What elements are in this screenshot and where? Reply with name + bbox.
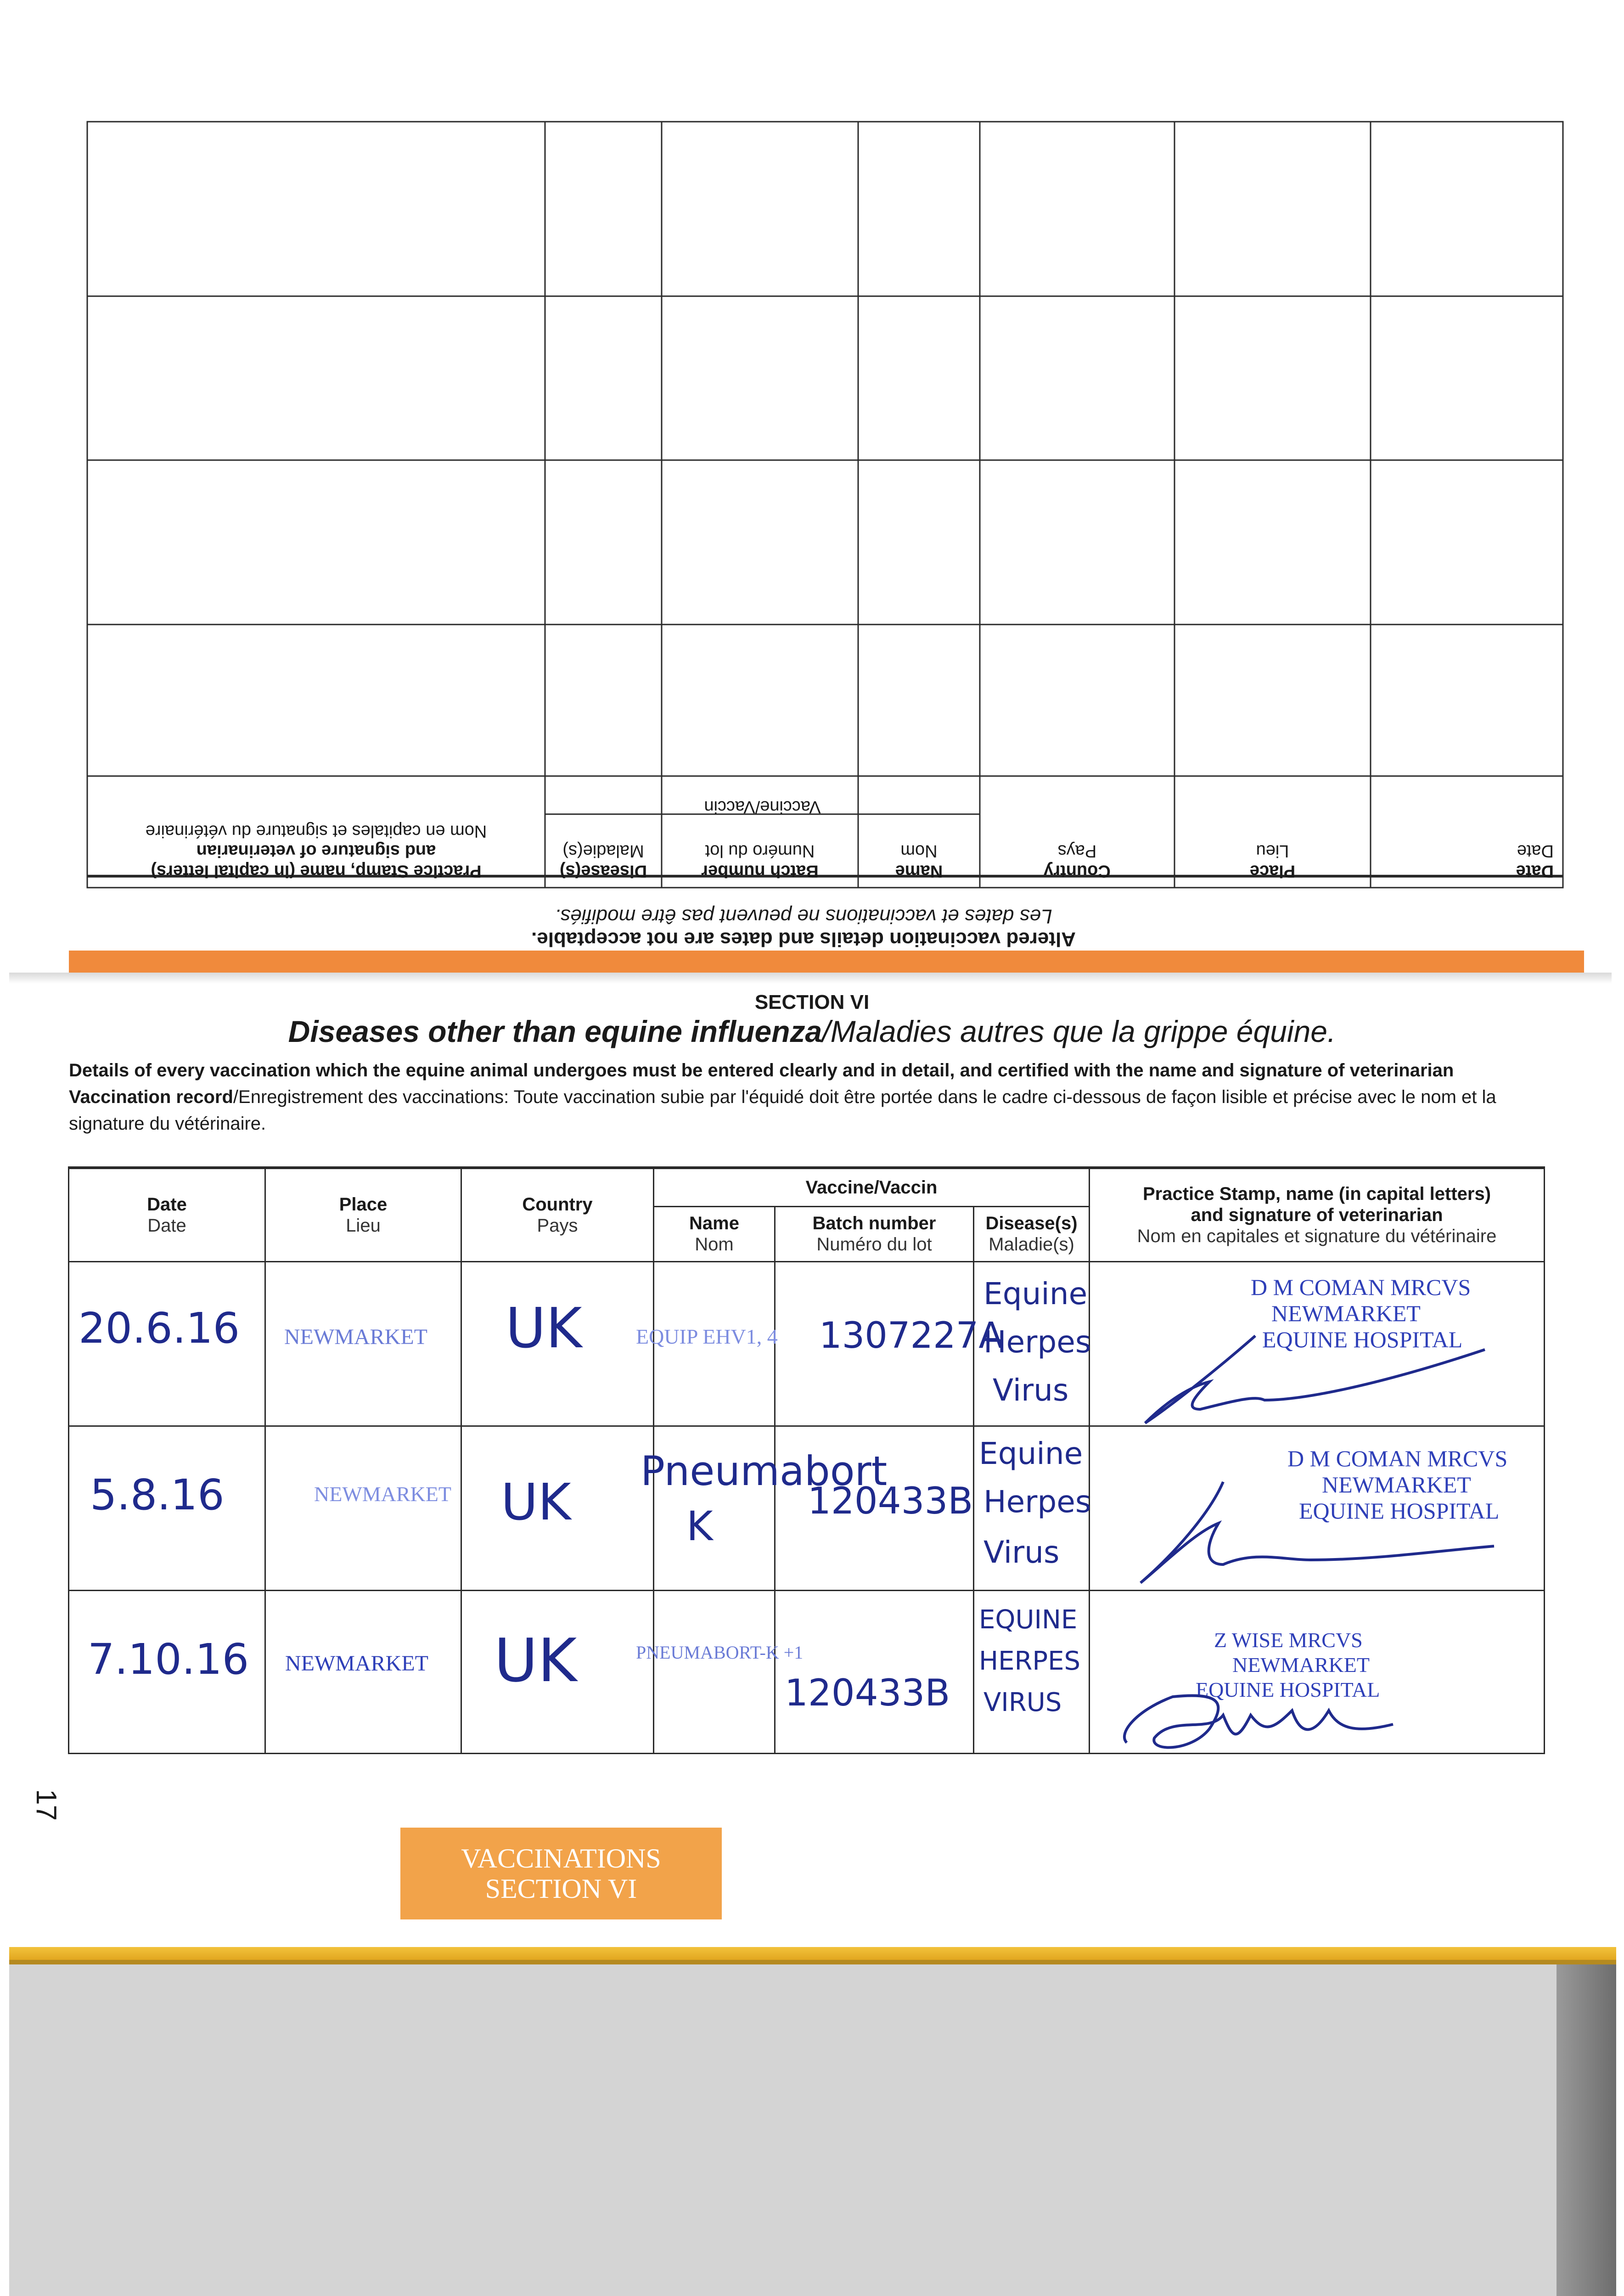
row1-name: EQUIP EHV1, 4	[636, 1324, 778, 1348]
header-place	[265, 1168, 461, 1261]
row2-name-2: K	[686, 1502, 713, 1550]
row2-stamp-cell	[1090, 1426, 1545, 1590]
section-title-bold: Diseases other than equine influenza	[288, 1014, 822, 1048]
upper-ov-date-main: Date	[1516, 861, 1554, 881]
row3-stamp-cell	[1090, 1590, 1545, 1753]
header-stamp	[1090, 1168, 1545, 1261]
row3-batch-cell	[775, 1590, 974, 1753]
row1-stamp-2: NEWMARKET	[1271, 1300, 1421, 1326]
section-title-italic: /Maladies autres que la grippe équine.	[822, 1014, 1336, 1048]
table-row	[69, 1426, 1545, 1590]
page-fold-shadow	[9, 973, 1612, 984]
tab-line-1: VACCINATIONS	[461, 1843, 661, 1874]
row1-batch: 1307227A	[819, 1315, 1003, 1356]
row1-disease-cell	[974, 1261, 1090, 1426]
row1-disease-2: Herpes	[983, 1324, 1091, 1360]
upper-ov-stamp-line1: Practice Stamp, name (in capital letters)	[151, 861, 482, 881]
row2-name-cell	[641, 1426, 888, 1590]
page-number: 17	[30, 1789, 62, 1821]
upper-ov-place-main: Place	[1249, 861, 1296, 881]
row2-stamp-1: D M COMAN MRCVS	[1287, 1445, 1508, 1471]
row2-stamp-2: NEWMARKET	[1322, 1471, 1471, 1497]
section-tab	[400, 1828, 722, 1919]
header-country	[461, 1168, 654, 1261]
binding-strip	[9, 1947, 1616, 1960]
row2-disease-2: Herpes	[983, 1484, 1091, 1519]
header-country-sub: Pays	[537, 1215, 578, 1236]
upper-ov-batch-sub: Numéro du lot	[705, 841, 815, 861]
upper-ov-date-sub: Date	[1517, 841, 1554, 861]
upper-ov-place-sub: Lieu	[1256, 841, 1289, 861]
upper-note-italic: Les dates et vaccinations ne peuvent pas être modifiés.	[555, 905, 1052, 928]
upper-ov-vaccine: Vaccine/Vaccin	[704, 797, 821, 816]
upper-note-overlay	[413, 895, 1194, 951]
section-details	[69, 1057, 1570, 1137]
row1-country-cell	[461, 1261, 654, 1426]
row2-disease-cell	[974, 1426, 1090, 1590]
upper-ov-name-main: Name	[895, 861, 943, 881]
details-bold-2: Vaccination record	[69, 1087, 233, 1107]
row1-stamp-cell	[1090, 1261, 1545, 1426]
upper-note-bold: Altered vaccination details and dates are not acceptable.	[531, 928, 1076, 951]
row2-batch-cell	[775, 1426, 974, 1590]
header-stamp-line1: Practice Stamp, name (in capital letters)	[1142, 1183, 1491, 1204]
row3-signature	[1099, 1660, 1512, 1756]
row2-country-cell	[461, 1426, 654, 1590]
header-date-main: Date	[147, 1194, 187, 1215]
upper-ov-country	[980, 841, 1174, 881]
row3-disease-3: VIRUS	[983, 1687, 1062, 1717]
header-place-sub: Lieu	[346, 1215, 381, 1236]
row1-date-cell	[69, 1261, 265, 1426]
row3-place-cell	[265, 1590, 461, 1753]
header-batch-sub: Numéro du lot	[816, 1234, 932, 1255]
row1-place-cell	[265, 1261, 461, 1426]
row1-country: UK	[506, 1296, 582, 1361]
header-vaccine-group: Vaccine/Vaccin	[654, 1168, 1090, 1206]
upper-ov-name	[858, 841, 980, 881]
header-batch-main: Batch number	[812, 1213, 936, 1233]
row3-disease-cell	[974, 1590, 1090, 1753]
tab-line-2: SECTION VI	[485, 1874, 637, 1904]
upper-ov-disease	[545, 841, 662, 881]
row3-stamp-1: Z WISE MRCVS	[1214, 1628, 1363, 1652]
upper-ov-place	[1174, 841, 1371, 881]
table-row	[69, 1590, 1545, 1753]
row1-signature	[1118, 1331, 1531, 1432]
upper-ov-country-sub: Pays	[1057, 841, 1097, 861]
details-text: /Enregistrement des vaccinations: Toute vaccination subie par l'équidé doit être portée dans le cadre ci-dessous de façon lisible et précise avec le nom et la signature du vétérinaire.	[69, 1087, 1496, 1134]
row2-signature	[1118, 1473, 1531, 1592]
row2-date: 5.8.16	[90, 1470, 225, 1519]
header-country-main: Country	[522, 1194, 593, 1215]
row3-country-cell	[461, 1590, 654, 1753]
header-disease-main: Disease(s)	[985, 1213, 1078, 1233]
row3-country: UK	[494, 1625, 577, 1695]
row3-disease-1: EQUINE	[979, 1604, 1078, 1635]
vaccination-record-table	[68, 1166, 1545, 1754]
header-batch	[775, 1206, 974, 1261]
header-name-sub: Nom	[695, 1234, 734, 1255]
upper-ov-stamp-sub: Nom en capitales et signature du vétérinaire	[145, 821, 487, 841]
row3-date: 7.10.16	[88, 1634, 249, 1684]
row1-stamp-1: D M COMAN MRCVS	[1251, 1274, 1471, 1300]
header-name-main: Name	[689, 1213, 739, 1233]
header-disease-sub: Maladie(s)	[989, 1234, 1074, 1255]
row3-disease-2: HERPES	[979, 1646, 1081, 1676]
upper-ov-stamp	[87, 821, 545, 881]
upper-ov-stamp-line2: and signature of veterinarian	[196, 841, 436, 861]
table-row	[69, 1261, 1545, 1426]
row1-stamp-3: EQUINE HOSPITAL	[1262, 1326, 1463, 1352]
header-stamp-line2: and signature of veterinarian	[1191, 1204, 1443, 1225]
row2-disease-1: Equine	[979, 1435, 1083, 1471]
row1-date: 20.6.16	[79, 1303, 240, 1353]
row2-country: UK	[501, 1472, 571, 1531]
row3-date-cell	[69, 1590, 265, 1753]
row3-batch: 120433B	[785, 1671, 950, 1714]
row3-stamp-3: EQUINE HOSPITAL	[1196, 1677, 1380, 1701]
header-date	[69, 1168, 265, 1261]
row3-name: PNEUMABORT-K +1	[636, 1642, 804, 1663]
upper-ov-date	[1361, 841, 1563, 881]
header-stamp-sub: Nom en capitales et signature du vétérinaire	[1137, 1226, 1497, 1246]
row2-date-cell	[69, 1426, 265, 1590]
binding-edge	[9, 1960, 1616, 1964]
upper-ov-batch	[662, 841, 858, 881]
upper-ov-batch-main: Batch number	[701, 861, 819, 881]
row2-batch: 120433B	[808, 1479, 973, 1522]
row1-place: NEWMARKET	[284, 1324, 427, 1349]
row3-stamp-2: NEWMARKET	[1232, 1653, 1370, 1677]
row3-name-cell	[636, 1590, 804, 1753]
row2-name-1: Pneumabort	[641, 1447, 888, 1495]
upper-header-overlay	[87, 776, 1563, 888]
upper-ov-disease-main: Disease(s)	[559, 861, 647, 881]
row1-disease-1: Equine	[983, 1276, 1088, 1311]
row2-stamp-3: EQUINE HOSPITAL	[1299, 1497, 1500, 1524]
header-date-sub: Date	[147, 1215, 186, 1236]
header-name	[654, 1206, 775, 1261]
scanner-shadow	[1557, 1964, 1616, 2296]
row1-batch-cell	[775, 1261, 1003, 1426]
row3-place: NEWMARKET	[285, 1651, 428, 1676]
row1-disease-3: Virus	[993, 1372, 1069, 1408]
header-place-main: Place	[339, 1194, 388, 1215]
row2-disease-3: Virus	[983, 1534, 1060, 1570]
details-bold: Details of every vaccination which the equine animal undergoes must be entered clearly and in detail, and certified with the name and signature of veterinarian	[69, 1060, 1454, 1080]
row2-place: NEWMARKET	[314, 1482, 451, 1506]
upper-ov-disease-sub: Maladie(s)	[562, 841, 644, 861]
scanner-background	[9, 1964, 1616, 2296]
section-label: SECTION VI	[754, 991, 870, 1013]
orange-divider-band	[69, 951, 1584, 973]
row2-place-cell	[265, 1426, 461, 1590]
upper-ov-name-sub: Nom	[900, 841, 938, 861]
header-disease	[974, 1206, 1090, 1261]
upper-ov-country-main: Country	[1044, 861, 1111, 881]
row1-name-cell	[636, 1261, 778, 1426]
section-title	[0, 1014, 1624, 1049]
